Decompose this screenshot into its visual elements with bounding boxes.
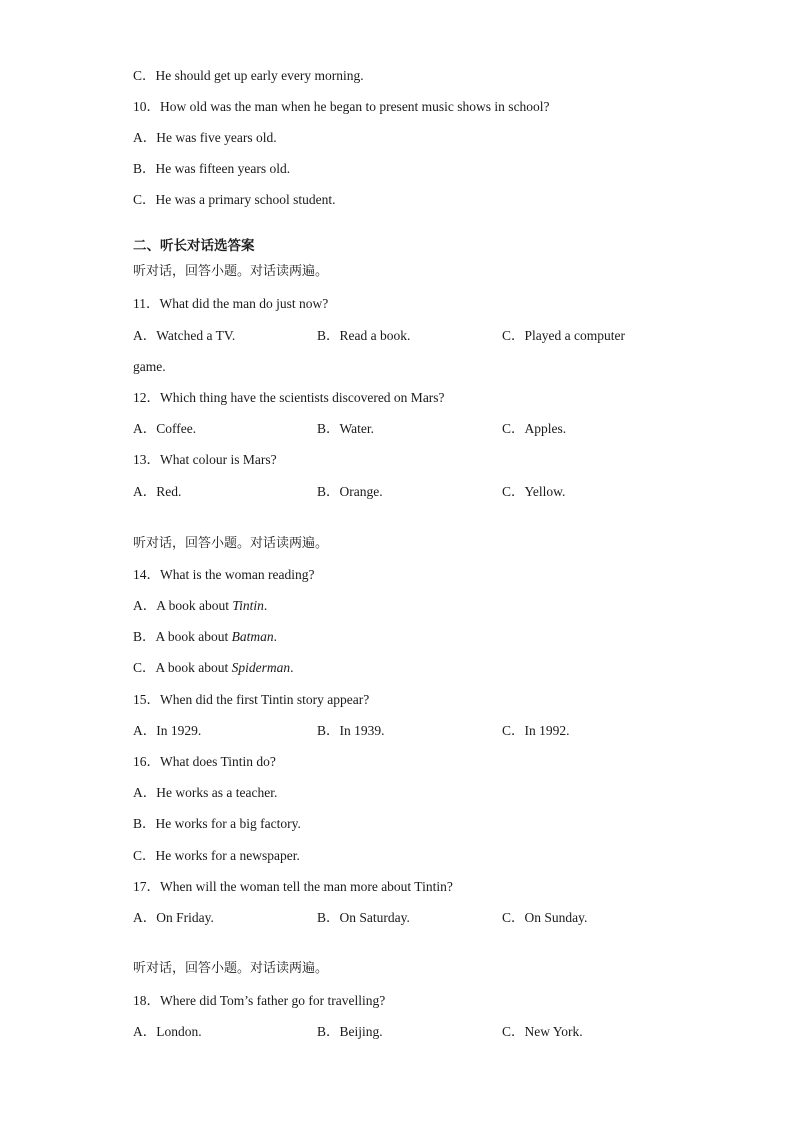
dialog-3-instruction: 听对话，回答小题。对话读两遍。 — [133, 961, 329, 976]
q13-stem: 13．What colour is Mars? — [133, 452, 277, 467]
q12-option-b: B．Water. — [317, 421, 375, 436]
q11-stem: 11．What did the man do just now? — [133, 296, 329, 311]
q17-option-c: C．On Sunday. — [502, 910, 588, 925]
q10-option-a: A．He was five years old. — [133, 130, 277, 145]
q11-option-c: C．Played a computer — [502, 328, 625, 343]
q18-option-a: A．London. — [133, 1024, 202, 1039]
q14-stem: 14．What is the woman reading? — [133, 567, 315, 582]
q17-option-a: A．On Friday. — [133, 910, 214, 925]
section-2-title: 二、听长对话选答案 — [133, 238, 255, 254]
q10-option-b: B．He was fifteen years old. — [133, 161, 291, 176]
q15-stem: 15．When did the first Tintin story appear? — [133, 692, 370, 707]
book-title-spiderman: Spiderman — [231, 660, 291, 675]
q16-option-b: B．He works for a big factory. — [133, 816, 301, 831]
q13-option-c: C．Yellow. — [502, 484, 566, 499]
q11-option-b: B．Read a book. — [317, 328, 411, 343]
q12-option-a: A．Coffee. — [133, 421, 197, 436]
section-2-instruction: 听对话，回答小题。对话读两遍。 — [133, 264, 329, 279]
q13-option-a: A．Red. — [133, 484, 182, 499]
book-title-tintin: Tintin — [232, 598, 264, 613]
q17-stem: 17．When will the woman tell the man more about Tintin? — [133, 879, 453, 894]
q9-option-c: C．He should get up early every morning. — [133, 68, 364, 83]
q14-option-b: B．A book about Batman. — [133, 629, 278, 644]
q18-option-b: B．Beijing. — [317, 1024, 383, 1039]
q17-option-b: B．On Saturday. — [317, 910, 410, 925]
q18-stem: 18．Where did Tom’s father go for travelling? — [133, 993, 386, 1008]
q11-option-a: A．Watched a TV. — [133, 328, 236, 343]
dialog-2-instruction: 听对话，回答小题。对话读两遍。 — [133, 536, 329, 551]
q15-option-a: A．In 1929. — [133, 723, 202, 738]
q14-option-c: C．A book about Spiderman. — [133, 660, 294, 675]
q15-option-c: C．In 1992. — [502, 723, 570, 738]
q10-stem: 10．How old was the man when he began to present music shows in school? — [133, 99, 550, 114]
q16-option-a: A．He works as a teacher. — [133, 785, 278, 800]
q12-stem: 12．Which thing have the scientists discovered on Mars? — [133, 390, 445, 405]
q15-option-b: B．In 1939. — [317, 723, 385, 738]
q14-option-a: A．A book about Tintin. — [133, 598, 268, 613]
q10-option-c: C．He was a primary school student. — [133, 192, 336, 207]
q16-stem: 16．What does Tintin do? — [133, 754, 276, 769]
q13-option-b: B．Orange. — [317, 484, 383, 499]
book-title-batman: Batman — [231, 629, 274, 644]
q12-option-c: C．Apples. — [502, 421, 567, 436]
q16-option-c: C．He works for a newspaper. — [133, 848, 300, 863]
q18-option-c: C．New York. — [502, 1024, 583, 1039]
q11-option-c-continued: game. — [133, 359, 166, 374]
